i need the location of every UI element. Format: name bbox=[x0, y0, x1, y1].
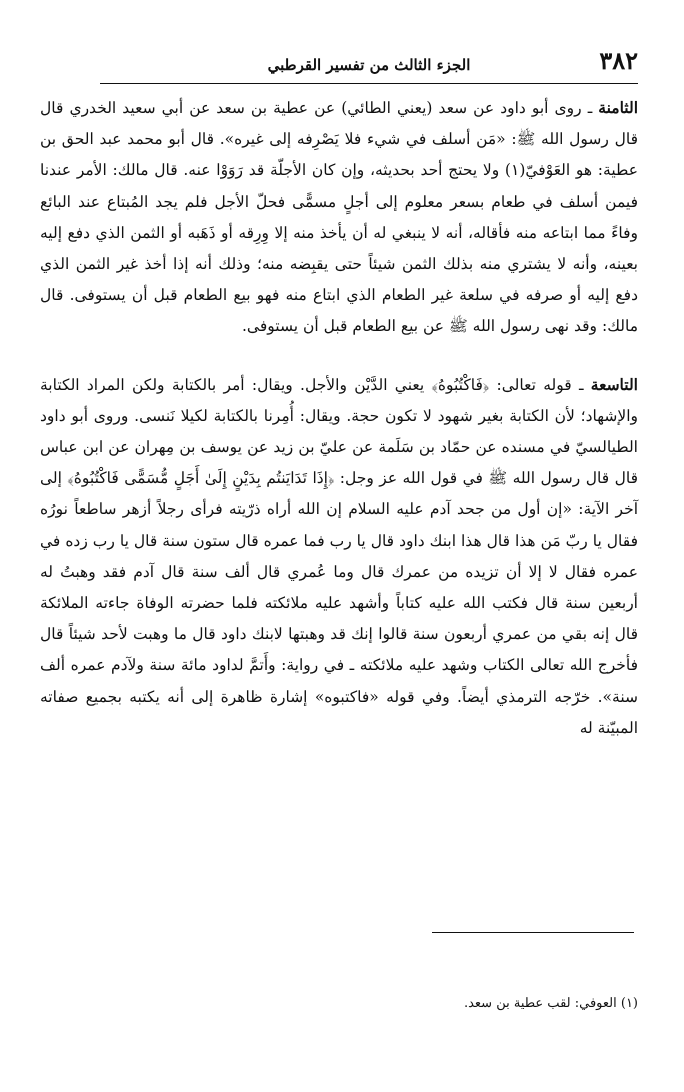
body-text bbox=[40, 92, 638, 744]
footnote-rule bbox=[432, 932, 634, 933]
paragraph-eighth bbox=[40, 92, 638, 343]
paragraph-lead: الثامنة bbox=[598, 98, 638, 117]
paragraph-text: ـ قوله تعالى: ﴿فَاكْتُبُوهُ﴾ يعني الدَّيْن والأجل. ويقال: أمر بالكتابة ولكن المراد الكتابة والإشهاد؛ لأن الكتابة بغير شهود لا تكون حجة. ويقال: أُمِرنا بالكتابة لكيلا نَنسى. وروى أبو داود الطيالسيّ في مسنده عن حمّاد بن سَلَمة عن عليّ بن زيد عن يوسف بن مِهران عن ابن عباس قال قال رسول الله ﷺ في قول الله عز وجل: ﴿إِذَا تَدَايَنتُم بِدَيْنٍ إِلَىٰ أَجَلٍ مُّسَمًّى فَاكْتُبُوهُ﴾ إلى آخر الآية: «إن أول من جحد آدم عليه السلام إن الله أراه ذرّيته فرأى رجلاً أزهر ساطعاً نورُه فقال يا ربّ مَن هذا قال هذا ابنك داود قال يا رب فما عمره قال ستون سنة قال يا رب زده في عمره فقال لا إلا أن تزيده من عمرك قال وما عُمري قال ألف سنة قال آدم فقد وهبتُ له أربعين سنة قال فكتب الله عليه كتاباً وأشهد عليه ملائكته فلما حضرته الوفاة جاءته الملائكة قال إنه بقي من عمري أربعون سنة قالوا إنك قد وهبتها لابنك داود قال ما وهبت لأحد شيئاً قال فأخرج الله تعالى الكتاب وشهد عليه ملائكته ـ في رواية: وأَتمَّ لداود مائة سنة ولآدم عمره ألف سنة». خرّجه الترمذي أيضاً. وفي قوله «فاكتبوه» إشارة ظاهرة إلى أنه يكتبه بجميع صفاته المبيّنة له bbox=[40, 375, 638, 737]
paragraph-text: ـ روى أبو داود عن سعد (يعني الطائي) عن عطية بن سعد عن أبي سعيد الخدري قال قال رسول الله ﷺ: «مَن أسلف في شيء فلا يَصْرِفه إلى غيره». قال أبو محمد عبد الحق بن عطية: هو العَوْفيّ(١) ولا يحتج أحد بحديثه، وإن كان الأجلّة قد رَوَوْا عنه. قال مالك: الأمر عندنا فيمن أسلف في طعام بسعر معلوم إلى أجلٍ مسمًّى فحلّ الأجل فلم يجد المُبتاع عند البائع وفاءً مما ابتاعه منه فأقاله، أنه لا ينبغي له أن يأخذ منه إلا وِرِقه أو ذَهَبه أو الثمن الذي دفع إليه بعينه، وأنه لا يشتري منه بذلك الثمن شيئاً حتى يقبِضه منه؛ وذلك أنه إذا أخذ غير الثمن الذي دفع إليه أو صرفه في سلعة غير الطعام الذي ابتاع منه فهو بيع الطعام قبل أن يستوفى. قال مالك: وقد نهى رسول الله ﷺ عن بيع الطعام قبل أن يستوفى. bbox=[40, 99, 638, 336]
paragraph-lead: التاسعة bbox=[590, 374, 638, 394]
running-title: الجزء الثالث من تفسير القرطبي bbox=[267, 56, 471, 74]
page-number: ٣٨٢ bbox=[599, 46, 638, 75]
footnote: (١) العوفي: لقب عطية بن سعد. bbox=[463, 996, 638, 1011]
page-header bbox=[100, 44, 638, 84]
header-rule bbox=[100, 83, 638, 84]
paragraph-ninth bbox=[40, 369, 638, 744]
